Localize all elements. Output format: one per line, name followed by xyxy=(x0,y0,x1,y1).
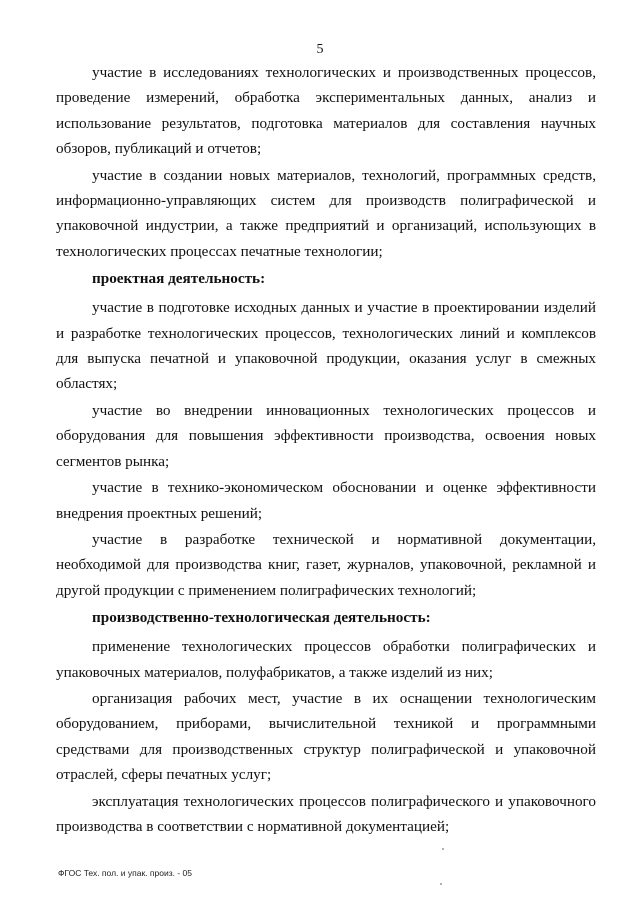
project-item: участие в технико-экономическом обосновании и оценке эффективности внедрения проектных решений; xyxy=(56,479,596,522)
paragraph-research: участие в исследованиях технологических и производственных процессов, проведение измерений, обработка экспериментальных данных, анализ и использование результатов, подготовка материалов для составления научных обзоров, публикаций и отчетов; xyxy=(56,64,596,158)
page-number: 5 xyxy=(316,42,324,57)
production-item: применение технологических процессов обработки полиграфических и упаковочных материалов, полуфабрикатов, а также изделий из них; xyxy=(56,638,596,681)
project-item: участие в подготовке исходных данных и участие в проектировании изделий и разработке технологических процессов, технологических линий и комплексов для выпуска печатной и упаковочной продукции, оказания услуг в смежных областях; xyxy=(56,299,596,393)
scan-speck xyxy=(440,883,442,885)
page-content xyxy=(56,60,596,840)
production-item: организация рабочих мест, участие в их оснащении технологическим оборудованием, приборами, вычислительной техникой и программными средствами для производственных структур полиграфической и упаковочной отраслей, сферы печатных услуг; xyxy=(56,689,596,784)
page-footer: ФГОС Тех. пол. и упак. произ. - 05 xyxy=(58,868,192,878)
heading-project-activity: проектная деятельность: xyxy=(92,270,266,288)
project-item: участие в разработке технической и нормативной документации, необходимой для производства книг, газет, журналов, упаковочной, рекламной и другой продукции с применением полиграфических технологий; xyxy=(56,530,596,599)
heading-production-activity: производственно-технологическая деятельность: xyxy=(92,609,431,627)
production-item: эксплуатация технологических процессов полиграфического и упаковочного производства в соответствии с нормативной документацией; xyxy=(56,792,596,835)
project-item: участие во внедрении инновационных технологических процессов и оборудования для повышения эффективности производства, освоения новых сегментов рынка; xyxy=(56,401,596,470)
paragraph-creation: участие в создании новых материалов, технологий, программных средств, информационно-управляющих систем для производств полиграфической и упаковочной индустрии, а также предприятий и организаций, использующих в технологических процессах печатные технологии; xyxy=(56,166,596,260)
scan-speck xyxy=(442,848,444,850)
